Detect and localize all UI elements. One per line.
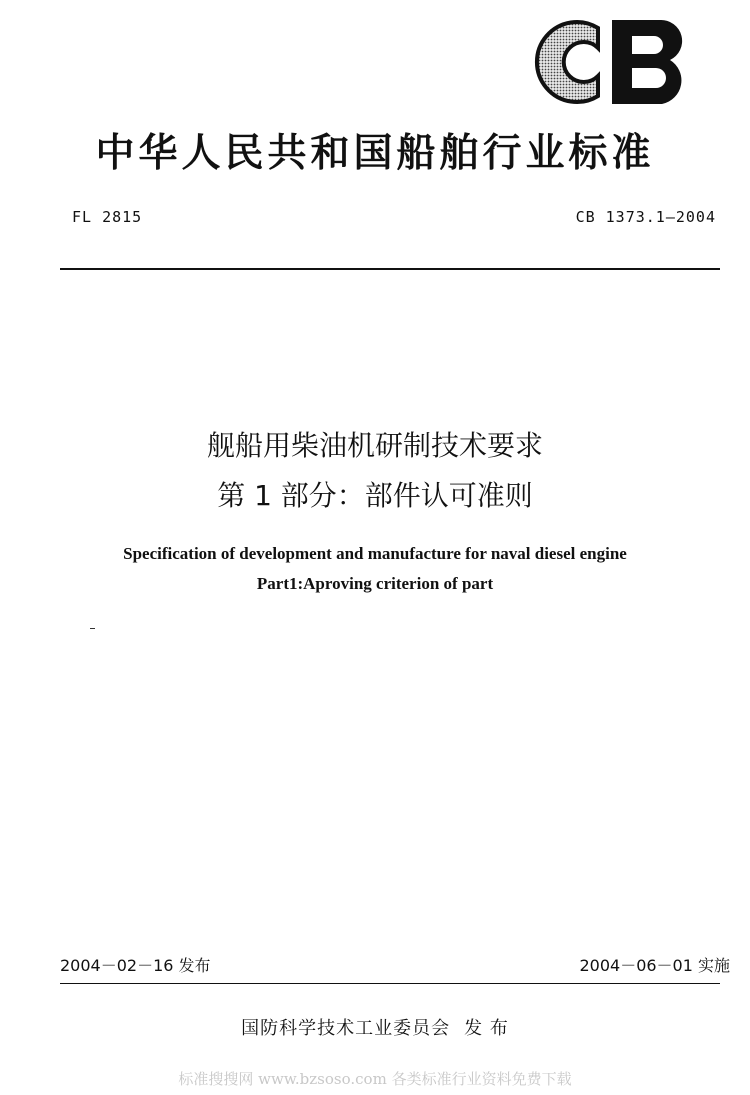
title-cn-line1: 舰船用柴油机研制技术要求 (206, 429, 543, 462)
title-en-line2: Part1:Aproving criterion of part (256, 574, 494, 593)
publisher-action: 发 布 (464, 1018, 509, 1039)
issue-date: 2004－02－16 发布 (60, 956, 211, 975)
cb-logo-icon (520, 14, 695, 110)
classification-code: FL 2815 (72, 208, 143, 226)
standard-number: CB 1373.1—2004 (575, 208, 716, 226)
publisher-line (0, 1014, 750, 1040)
title-cn-line2: 第 1 部分：部件认可准则 (217, 479, 533, 512)
watermark: 标准搜搜网 www.bzsoso.com 各类标准行业资料免费下载 (178, 1070, 572, 1088)
header-divider (60, 268, 720, 270)
title-en-line1: Specification of development and manufacture for naval diesel engine (123, 544, 627, 563)
scan-mark (90, 628, 95, 629)
publisher-name: 国防科学技术工业委员会 (241, 1018, 451, 1039)
footer-divider (60, 983, 720, 984)
implementation-date: 2004－06－01 实施 (579, 956, 730, 975)
org-title: 中华人民共和国船舶行业标准 (95, 131, 655, 176)
